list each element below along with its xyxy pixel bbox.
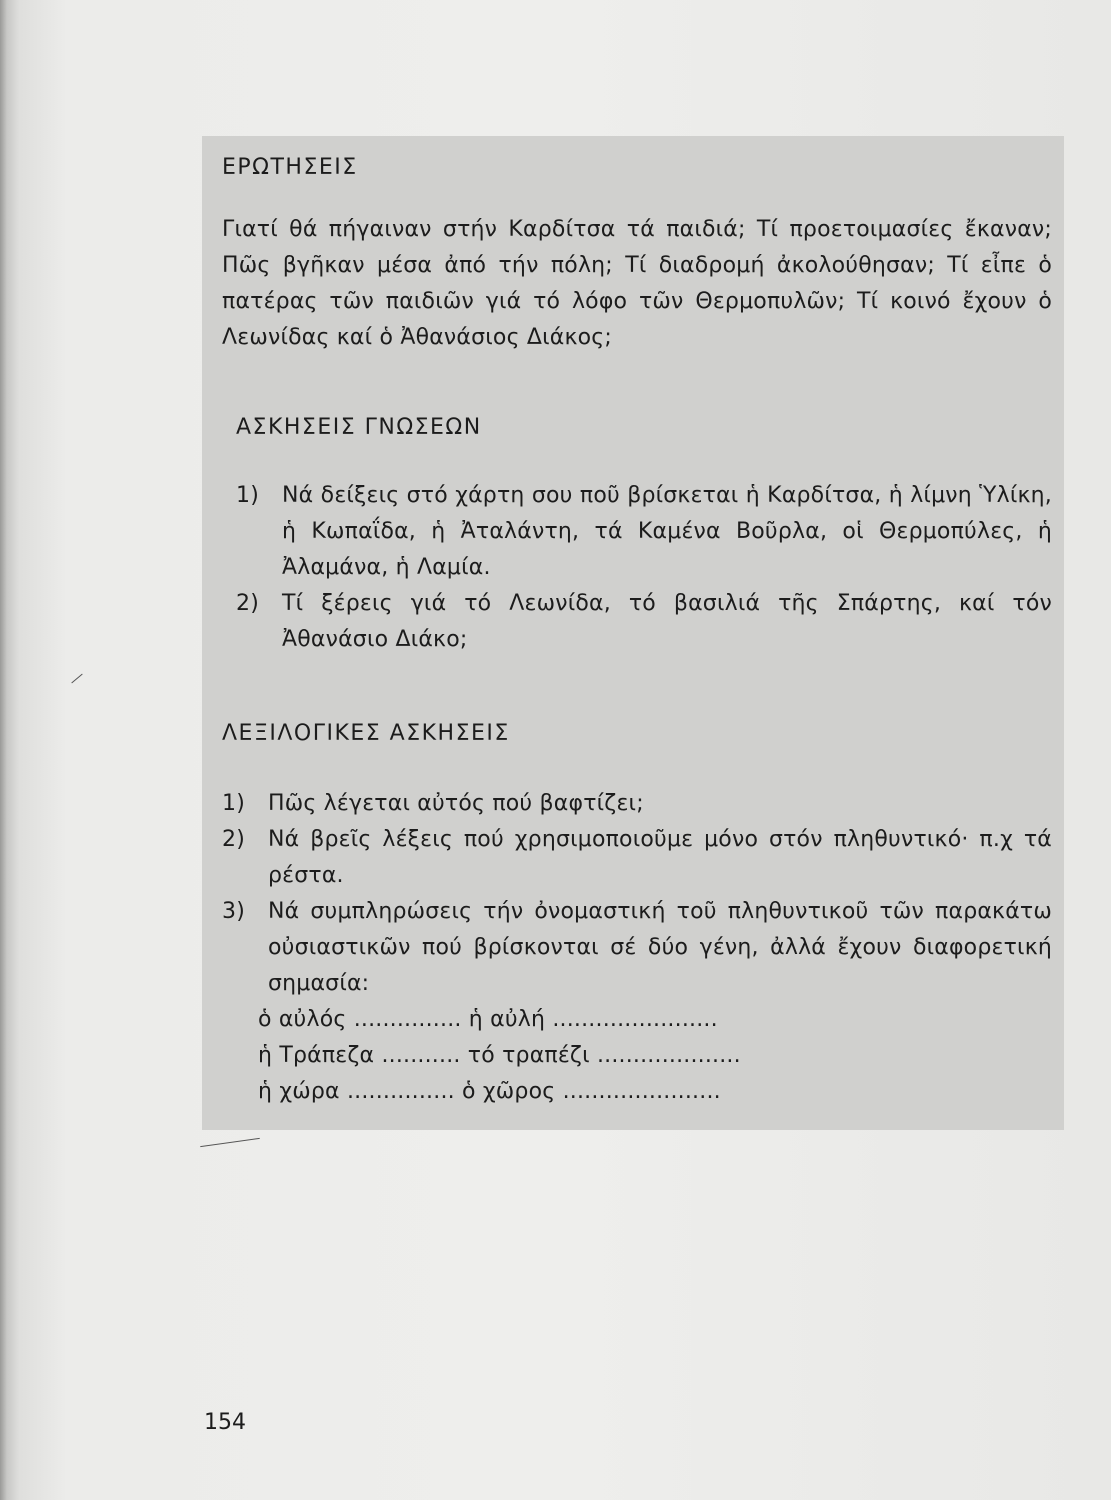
fill-in-row (258, 1002, 1052, 1038)
item-text: Νά βρεῖς λέξεις πού χρησιμοποιοῦμε μόνο στόν πληθυντικό· π.χ τά ρέστα. (268, 827, 1052, 888)
fill-right-word: τό τραπέζι (467, 1043, 590, 1068)
fill-left-word: ὁ αὐλός (258, 1007, 347, 1032)
item-text: Πῶς λέγεται αὐτός πού βαφτίζει; (268, 791, 644, 816)
list-item (222, 786, 1052, 822)
list-item (222, 894, 1052, 1002)
item-text: Νά συμπληρώσεις τήν ὀνομαστική τοῦ πληθυντικοῦ τῶν παρακάτω οὐσιαστικῶν πού βρίσκονται σέ δύο γένη, ἀλλά ἔχουν διαφορετική σημασία: (268, 899, 1052, 996)
fill-left-blank: ............... (346, 1079, 455, 1104)
page-number: 154 (204, 1410, 246, 1435)
fill-left-blank: ............... (353, 1007, 462, 1032)
list-item (222, 822, 1052, 894)
knowledge-list (222, 478, 1052, 658)
exercise-content (222, 150, 1052, 1110)
knowledge-heading: ΑΣΚΗΣΕΙΣ ΓΝΩΣΕΩΝ (236, 415, 482, 440)
book-spine (0, 0, 20, 1500)
fill-left-word: ἡ Τράπεζα (258, 1043, 375, 1068)
list-item (236, 586, 1052, 658)
item-number: 3) (222, 899, 245, 924)
item-text: Νά δείξεις στό χάρτη σου ποῦ βρίσκεται ἡ Καρδίτσα, ἡ λίμνη Ὑλίκη, ἡ Κωπαΐδα, ἡ Ἀταλάντη, τά Καμένα Βοῦρλα, οἱ Θερμοπύλες, ἡ Ἀλαμάνα, ἡ Λαμία. (282, 483, 1052, 580)
vocabulary-list (222, 786, 1052, 1002)
fill-right-word: ὁ χῶρος (462, 1079, 556, 1104)
fill-in-row (258, 1074, 1052, 1110)
pencil-mark (71, 674, 82, 684)
item-number: 1) (222, 791, 245, 816)
questions-text: Γιατί θά πήγαιναν στήν Καρδίτσα τά παιδιά; Τί προετοιμασίες ἔκαναν; Πῶς βγῆκαν μέσα ἀπό τήν πόλη; Τί διαδρομή ἀκολούθησαν; Τί εἶπε ὁ πατέρας τῶν παιδιῶν γιά τό λόφο τῶν Θερμοπυλῶν; Τί κοινό ἔχουν ὁ Λεωνίδας καί ὁ Ἀθανάσιος Διάκος; (222, 217, 1052, 350)
fill-right-blank: ...................... (562, 1079, 721, 1104)
fill-right-blank: .................... (596, 1043, 741, 1068)
vocabulary-heading: ΛΕΞΙΛΟΓΙΚΕΣ ΑΣΚΗΣΕΙΣ (222, 721, 510, 746)
item-number: 2) (236, 591, 259, 616)
fill-left-blank: ........... (381, 1043, 461, 1068)
questions-heading: ΕΡΩΤΗΣΕΙΣ (222, 155, 358, 180)
item-number: 2) (222, 827, 245, 852)
fill-right-word: ἡ αὐλή (468, 1007, 546, 1032)
pencil-mark (200, 1138, 260, 1147)
item-number: 1) (236, 483, 259, 508)
fill-right-blank: ....................... (552, 1007, 718, 1032)
item-text: Τί ξέρεις γιά τό Λεωνίδα, τό βασιλιά τῆς Σπάρτης, καί τόν Ἀθανάσιο Διάκο; (282, 591, 1052, 652)
list-item (236, 478, 1052, 586)
fill-in-row (258, 1038, 1052, 1074)
fill-left-word: ἡ χώρα (258, 1079, 340, 1104)
